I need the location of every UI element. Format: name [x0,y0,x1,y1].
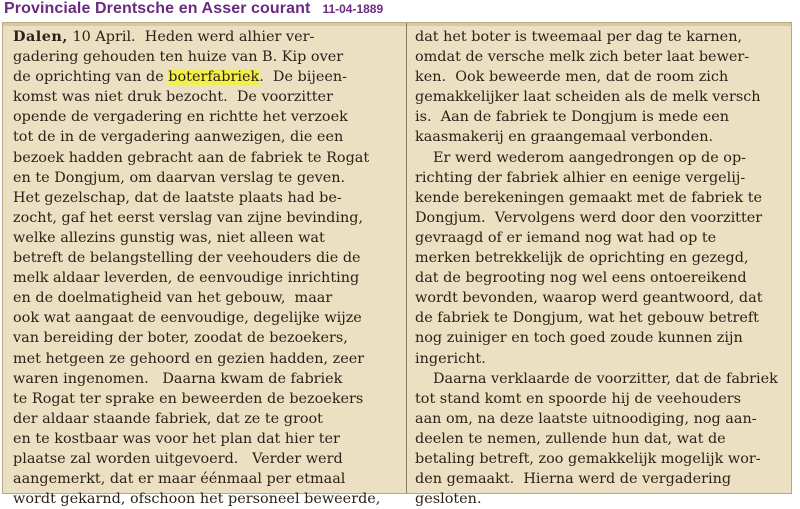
text-line: kende berekeningen gemaakt met de fabriek te [415,189,763,206]
text-line: dat de begrooting nog wel eens ontoereikend [415,270,747,287]
text-line: tot stand komt en spoorde hij de veehouders [415,390,742,407]
text-line: kaasmakerij en graangemaal verbonden. [415,129,714,146]
text-line: gadering gehouden ten huize van B. Kip over [13,49,344,66]
text-line: waren ingenomen. Daarna kwam de fabriek [13,370,343,387]
text-line: tot de in de vergadering aanwezigen, die een [13,129,344,146]
text-line: wordt gekarnd, ofschoon het personeel beweerde, [13,491,381,508]
text-line: melk aldaar leverden, de eenvoudige inrichting [13,270,360,287]
text-line: wordt bevonden, waarop werd geantwoord, dat [415,290,763,307]
text-line [13,27,399,47]
text-line: en te kostbaar was voor het plan dat hier ter [13,430,340,447]
text-line: deelen te nemen, zullende hun dat, wat de [415,430,726,447]
text-line: de fabriek te Dongjum, wat het gebouw betreft [415,310,759,327]
right-column [415,27,783,509]
text-line: den gemaakt. Hierna werd de vergadering [415,471,732,488]
highlighted-search-term: boterfabriek [168,69,260,86]
text-line: betaling betreft, zoo gemakkelijk mogelijk wor- [415,450,761,467]
text-line: opende de vergadering en richtte het verzoek [13,109,348,126]
text-line: richting der fabriek alhier en eenige vergelij- [415,169,746,186]
text-line: en de doelmatigheid van het gebouw, maar [13,290,333,307]
text-line: Er werd wederom aangedrongen op de op- [433,149,747,166]
text-line: nog zuiniger en toch goed zoude kunnen zijn [415,330,743,347]
page-header [4,0,383,22]
text-line: ingericht. [415,350,486,367]
text-line: en te Dongjum, om daarvan verslag te geven. [13,169,346,186]
text-line: Het gezelschap, dat de laatste plaats had be- [13,189,342,206]
text-line: is. Aan de fabriek te Dongjum is mede een [415,109,730,126]
text-line: zocht, gaf het eerst verslag van zijne bevinding, [13,209,364,226]
text-line: gemakkelijker laat scheiden als de melk versch [415,89,761,106]
text-line: gesloten. [415,491,482,508]
newspaper-title: Provinciale Drentsche en Asser courant [4,0,311,17]
text-line: merken betrekkelijk de oprichting en gezegd, [415,250,749,267]
text-line: Dongjum. Vervolgens werd door den voorzitter [415,209,763,226]
text-line: betreft de belangstelling der veehouders die de [13,250,361,267]
text-fragment: 10 April. Heden werd alhier ver- [67,29,315,45]
left-column [13,27,399,509]
text-line: bezoek hadden gebracht aan de fabriek te Rogat [13,149,370,166]
clipping-top-edge [3,23,791,26]
text-line: gevraagd of er iemand nog wat had op te [415,229,717,246]
text-line: ken. Ook beweerde men, dat de room zich [415,69,729,86]
text-fragment: de oprichting van de [13,69,169,86]
text-line: komst was niet druk bezocht. De voorzitter [13,89,333,106]
text-line: aan om, na deze laatste uitnoodiging, nog aan- [415,410,757,427]
column-divider [406,23,407,493]
publication-date: 11-04-1889 [322,2,384,16]
text-line: ook wat aangaat de eenvoudige, degelijke wijze [13,310,362,327]
text-line: Daarna verklaarde de voorzitter, dat de fabriek [433,370,778,387]
text-line: der aldaar staande fabriek, dat ze te groot [13,410,323,427]
text-fragment: . De bijeen- [259,69,347,86]
text-line: van bereiding der boter, zoodat de bezoekers, [13,330,348,347]
text-line: te Rogat ter sprake en beweerden de bezoekers [13,390,364,407]
text-line: plaatse zal worden uitgevoerd. Verder werd [13,450,343,467]
text-line: omdat de versche melk zich beter laat bewer- [415,49,750,66]
text-line: dat het boter is tweemaal per dag te karnen, [415,29,743,45]
text-line: met hetgeen ze gehoord en gezien hadden, zeer [13,350,365,367]
dateline-place: Dalen, [13,28,68,45]
text-line: aangemerkt, dat er maar éénmaal per etmaal [13,471,346,488]
text-line [13,67,399,87]
text-line: welke allezins gunstig was, niet alleen wat [13,229,325,246]
newspaper-clipping [2,22,792,508]
